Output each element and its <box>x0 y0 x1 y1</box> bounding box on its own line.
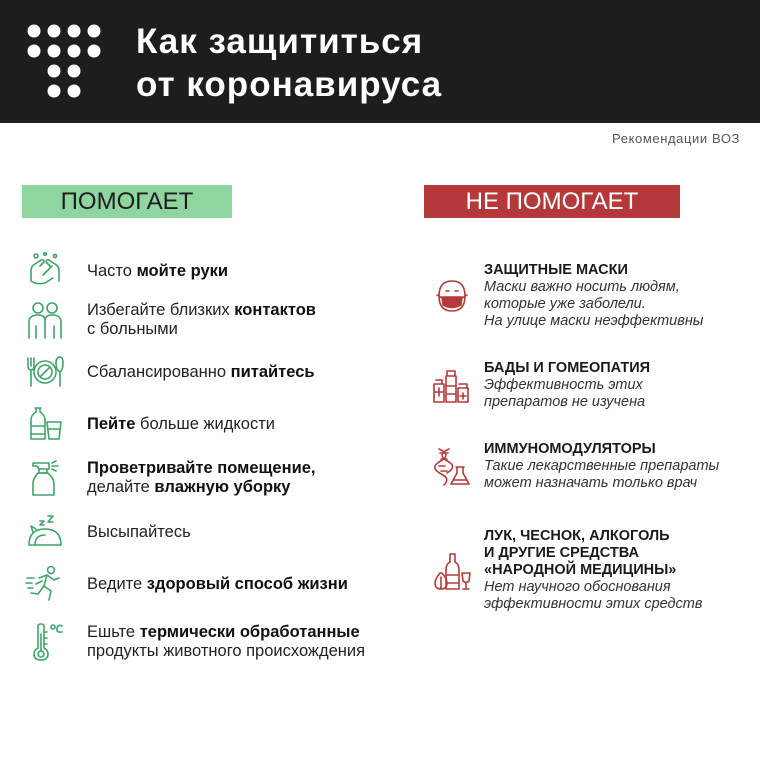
item-title: И ДРУГИЕ СРЕДСТВА <box>484 545 639 561</box>
item-text: Избегайте близких <box>87 301 235 319</box>
item-text-bold: Проветривайте помещение, <box>87 459 316 477</box>
helps-item-lifestyle <box>25 564 348 604</box>
thermometer-icon <box>25 622 65 662</box>
item-desc: может назначать только врач <box>484 475 698 491</box>
item-desc: Эффективность этих <box>484 377 643 393</box>
dna-flask-icon <box>432 447 472 487</box>
source-note: Рекомендации ВОЗ <box>612 131 740 146</box>
item-title: ИММУНОМОДУЛЯТОРЫ <box>484 441 656 457</box>
item-text: делайте <box>87 478 155 496</box>
not-helps-item-supplements <box>432 360 650 411</box>
item-text-bold: Пейте <box>87 414 136 433</box>
item-text-bold: контактов <box>234 301 316 319</box>
item-text-bold: питайтесь <box>230 362 315 381</box>
item-desc: Такие лекарственные препараты <box>484 458 720 474</box>
helps-item-sleep <box>25 512 191 552</box>
item-title: ЗАЩИТНЫЕ МАСКИ <box>484 262 628 278</box>
header-banner <box>0 0 760 123</box>
item-text: Часто <box>87 261 137 280</box>
people-contact-icon <box>25 300 65 340</box>
title-line-1: Как защититься <box>136 22 424 61</box>
not-helps-heading: НЕ ПОМОГАЕТ <box>424 185 680 218</box>
bottle-glass-icon <box>25 404 65 444</box>
title-line-2: от коронавируса <box>136 65 443 104</box>
item-text: с больными <box>87 320 178 338</box>
item-text: Высыпайтесь <box>87 522 191 541</box>
page-title <box>136 20 442 106</box>
item-text: Ешьте <box>87 623 140 641</box>
item-text: больше жидкости <box>135 414 275 433</box>
helps-item-drink <box>25 404 275 444</box>
item-title: ЛУК, ЧЕСНОК, АЛКОГОЛЬ <box>484 528 670 544</box>
helps-item-cooked-food <box>25 622 365 662</box>
face-mask-icon <box>432 276 472 316</box>
helps-item-ventilate <box>25 458 315 498</box>
helps-heading: ПОМОГАЕТ <box>22 185 232 218</box>
item-text: Ведите <box>87 574 147 593</box>
dots-logo-icon <box>25 22 103 100</box>
item-text: Сбалансированно <box>87 362 231 381</box>
item-desc: Маски важно носить людям, <box>484 279 680 295</box>
running-person-icon <box>25 564 65 604</box>
item-desc: которые уже заболели. <box>484 296 646 312</box>
item-title: «НАРОДНОЙ МЕДИЦИНЫ» <box>484 562 677 578</box>
item-text-bold: термически обработанные <box>139 623 360 641</box>
item-desc: эффективности этих средств <box>484 596 703 612</box>
helps-item-nutrition <box>25 352 315 392</box>
pills-jars-icon <box>432 366 472 406</box>
sleeping-cat-icon <box>25 512 65 552</box>
not-helps-item-masks <box>432 262 703 330</box>
not-helps-item-immunomodulators <box>432 441 719 492</box>
hand-washing-icon <box>25 251 65 291</box>
garlic-bottle-icon <box>432 551 472 591</box>
item-text-bold: здоровый способ жизни <box>146 574 348 593</box>
item-desc: На улице маски неэффективны <box>484 313 704 329</box>
item-text-bold: влажную уборку <box>154 478 291 496</box>
item-desc: препаратов не изучена <box>484 394 646 410</box>
item-desc: Нет научного обоснования <box>484 579 671 595</box>
item-text: продукты животного происхождения <box>87 642 366 660</box>
item-title: БАДЫ И ГОМЕОПАТИЯ <box>484 360 651 376</box>
item-text-bold: мойте руки <box>136 261 229 280</box>
spray-bottle-icon <box>25 458 65 498</box>
not-helps-item-folk-medicine <box>432 528 702 613</box>
plate-cutlery-icon <box>25 352 65 392</box>
helps-item-contacts <box>25 300 316 340</box>
helps-item-handwash <box>25 251 228 291</box>
